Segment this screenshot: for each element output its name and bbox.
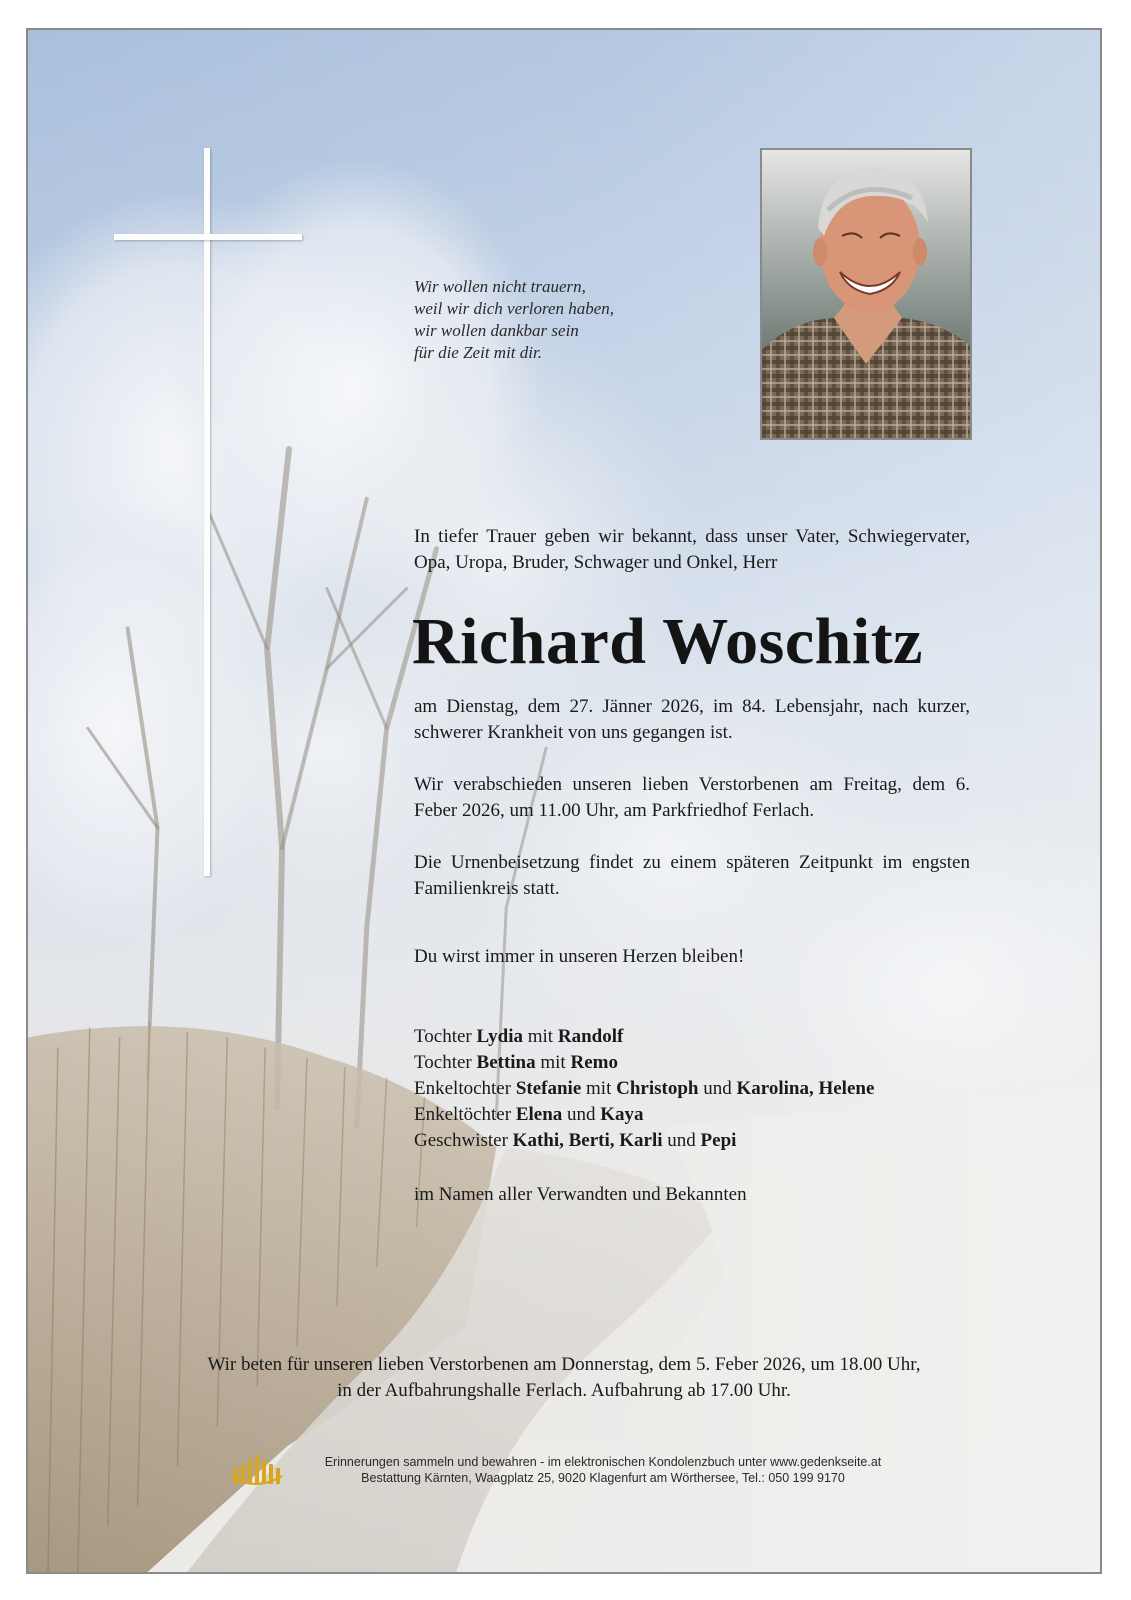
mourner-line: Tochter Lydia mit Randolf	[414, 1026, 624, 1047]
quote-line: wir wollen dankbar sein	[414, 321, 579, 340]
prayer-line: in der Aufbahrungshalle Ferlach. Aufbahrung ab 17.00 Uhr.	[337, 1380, 791, 1401]
prayer-line: Wir beten für unseren lieben Verstorbenen am Donnerstag, dem 5. Feber 2026, um 18.00 Uhr,	[207, 1354, 921, 1375]
prayer-notice	[28, 1352, 1100, 1404]
mourner-line: Geschwister Kathi, Berti, Karli und Pepi	[414, 1130, 737, 1151]
mourner-line: Enkeltochter Stefanie mit Christoph und Karolina, Helene	[414, 1078, 875, 1099]
undertaker-footer	[228, 1448, 908, 1492]
mourners-list	[414, 1024, 874, 1154]
quote-line: für die Zeit mit dir.	[414, 343, 542, 362]
undertaker-address: Bestattung Kärnten, Waagplatz 25, 9020 Klagenfurt am Wörthersee, Tel.: 050 199 9170	[361, 1471, 845, 1485]
intro-text: In tiefer Trauer geben wir bekannt, dass unser Vater, Schwiegervater, Opa, Uropa, Bruder, Schwager und Onkel, Herr	[414, 526, 970, 573]
quote-line: Wir wollen nicht trauern,	[414, 277, 586, 296]
urn-burial-paragraph: Die Urnenbeisetzung findet zu einem späteren Zeitpunkt im engsten Familienkreis statt.	[414, 852, 970, 899]
cross-vertical-beam	[204, 148, 210, 876]
memorial-quote	[414, 276, 614, 364]
portrait-photo	[762, 150, 970, 438]
funeral-paragraph: Wir verabschieden unseren lieben Verstorbenen am Freitag, dem 6. Feber 2026, um 11.00 Uhr, am Parkfriedhof Ferlach.	[414, 774, 970, 821]
quote-line: weil wir dich verloren haben,	[414, 299, 615, 318]
farewell-line: Du wirst immer in unseren Herzen bleiben!	[414, 946, 745, 967]
candles-logo-icon	[228, 1452, 284, 1488]
footer-text	[298, 1454, 908, 1486]
obituary-sheet	[26, 28, 1102, 1574]
cross-horizontal-beam	[114, 234, 302, 240]
mourner-line: Enkeltöchter Elena und Kaya	[414, 1104, 644, 1125]
mourner-line: Tochter Bettina mit Remo	[414, 1052, 618, 1073]
death-notice-paragraph: am Dienstag, dem 27. Jänner 2026, im 84. Lebensjahr, nach kurzer, schwerer Krankheit von uns gegangen ist.	[414, 696, 970, 743]
deceased-name: Richard Woschitz	[412, 605, 923, 678]
portrait-frame	[760, 148, 972, 440]
closing-line: im Namen aller Verwandten und Bekannten	[414, 1184, 747, 1205]
kondolenzbuch-line: Erinnerungen sammeln und bewahren - im elektronischen Kondolenzbuch unter www.gedenkseite.at	[324, 1455, 882, 1469]
